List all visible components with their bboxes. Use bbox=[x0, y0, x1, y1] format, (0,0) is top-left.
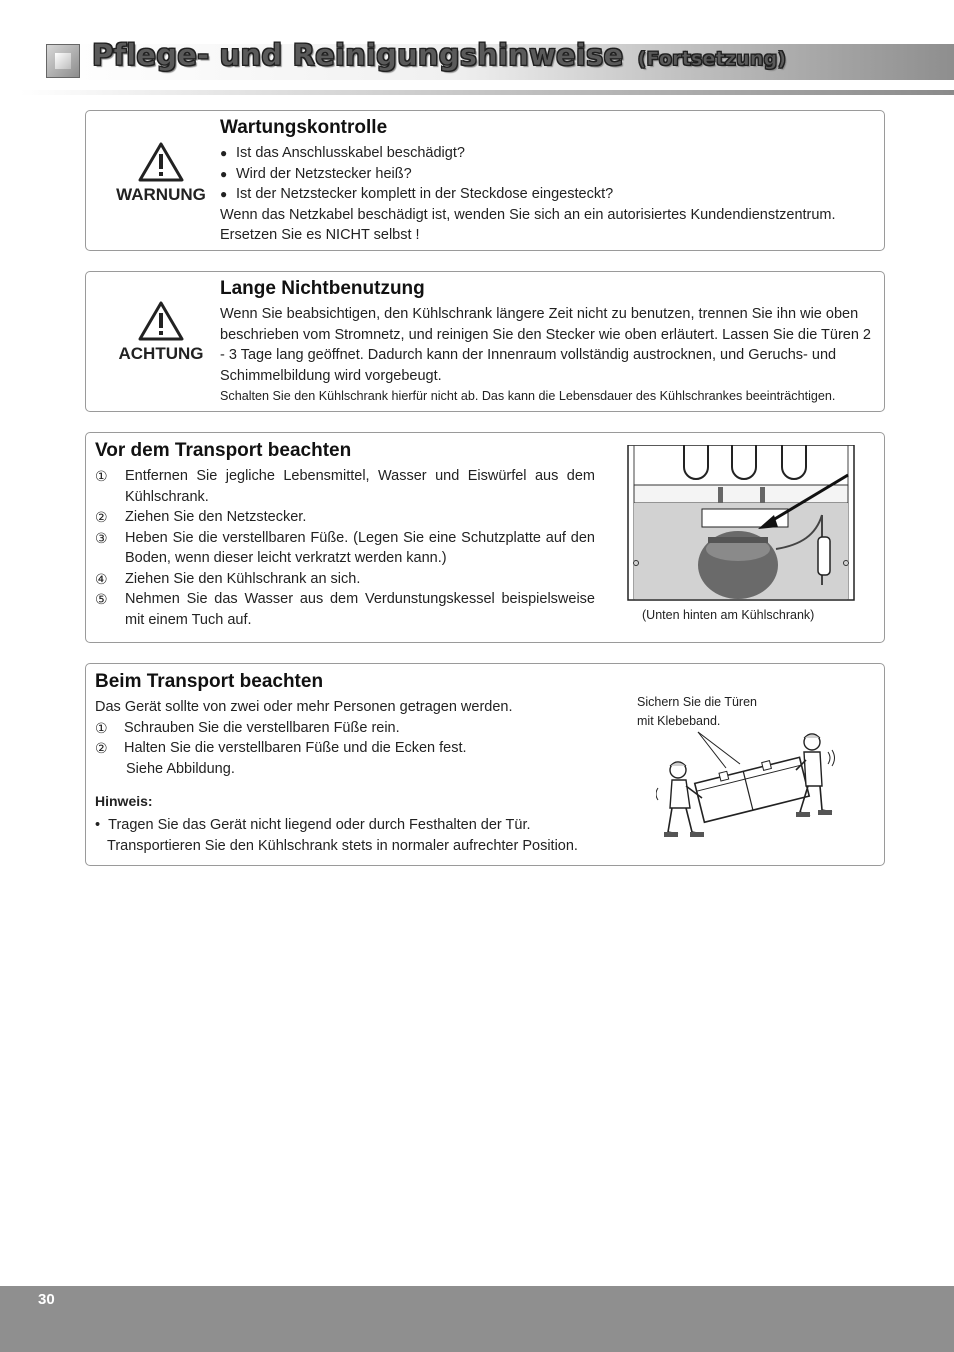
during-transport-content bbox=[95, 671, 615, 856]
before-transport-box bbox=[85, 432, 885, 643]
list-item: ② Ziehen Sie den Netzstecker. bbox=[95, 509, 307, 525]
page-title bbox=[92, 38, 786, 72]
long-disuse-content bbox=[220, 278, 874, 406]
long-disuse-box bbox=[85, 271, 885, 412]
caution-column bbox=[106, 300, 216, 364]
maintenance-content bbox=[220, 117, 874, 246]
page-title-main: Pflege- und Reinigungshinweise bbox=[92, 38, 624, 72]
page-footer bbox=[0, 1286, 954, 1352]
list-item: ① Entfernen Sie jegliche Lebensmittel, Wasser und Eiswürfel aus dem Kühlschrank. bbox=[95, 468, 595, 505]
during-transport-steps bbox=[95, 718, 615, 759]
list-item: ⑤ Nehmen Sie das Wasser aus dem Verdunstungskessel beispielsweise mit einem Tuch auf. bbox=[95, 591, 595, 628]
fridge-figure-caption: (Unten hinten am Kühlschrank) bbox=[642, 608, 815, 622]
page-title-sub: (Fortsetzung) bbox=[637, 48, 787, 70]
during-transport-box bbox=[85, 663, 885, 866]
note-line-2: Transportieren Sie den Kühlschrank stets in normaler aufrechter Position. bbox=[107, 837, 578, 854]
long-disuse-text: Wenn Sie beabsichtigen, den Kühlschrank längere Zeit nicht zu benutzen, trennen Sie ihn wie oben beschrieben vom Stromnetz, und reinigen Sie den Stecker wie oben erläutert. Lassen Sie die Türen 2 - 3 Tage lang geöffnet. Dadurch kann der Innenraum vollständig austrocknen, und Geruchs- und Schimmelbildung wird vorgebeugt. bbox=[220, 306, 871, 384]
before-transport-title: Vor dem Transport beachten bbox=[95, 440, 352, 461]
list-item: ① Schrauben Sie die verstellbaren Füße rein. bbox=[95, 719, 400, 736]
note-line-1: • Tragen Sie das Gerät nicht liegend oder durch Festhalten der Tür. bbox=[95, 817, 531, 833]
warning-triangle-icon bbox=[138, 141, 184, 183]
header-underline bbox=[20, 90, 954, 95]
list-item: ③ Heben Sie die verstellbaren Füße. (Legen Sie eine Schutzplatte auf den Boden, wenn dieser leicht verkratzt werden kann.) bbox=[95, 529, 595, 566]
warning-label: WARNUNG bbox=[116, 185, 206, 204]
list-item: ● Ist das Anschlusskabel beschädigt? bbox=[220, 143, 874, 164]
list-item: ● Ist der Netzstecker komplett in der Steckdose eingesteckt? bbox=[220, 184, 874, 205]
header-square-icon bbox=[46, 44, 80, 78]
bullet-icon: • bbox=[95, 817, 109, 833]
carrying-fridge-illustration bbox=[656, 728, 836, 848]
page-number: 30 bbox=[38, 1291, 55, 1308]
before-transport-steps bbox=[95, 466, 595, 630]
warning-column bbox=[106, 141, 216, 205]
maintenance-box bbox=[85, 110, 885, 251]
caution-label: ACHTUNG bbox=[118, 344, 204, 363]
before-transport-content bbox=[95, 440, 595, 630]
maintenance-title: Wartungskontrolle bbox=[220, 117, 388, 138]
list-item: ● Wird der Netzstecker heiß? bbox=[220, 164, 874, 185]
long-disuse-title: Lange Nichtbenutzung bbox=[220, 278, 425, 299]
bullet-icon: ● bbox=[220, 146, 228, 160]
long-disuse-small-text: Schalten Sie den Kühlschrank hierfür nicht ab. Das kann die Lebensdauer des Kühlschrankes beeinträchtigen. bbox=[220, 389, 836, 403]
maintenance-text-1: Wenn das Netzkabel beschädigt ist, wenden Sie sich an ein autorisiertes Kundendienstzentrum. bbox=[220, 206, 836, 223]
fridge-back-illustration bbox=[626, 445, 858, 603]
note-title: Hinweis: bbox=[95, 793, 153, 809]
during-transport-intro: Das Gerät sollte von zwei oder mehr Personen getragen werden. bbox=[95, 699, 513, 715]
page-header bbox=[0, 38, 954, 98]
list-item: ② Halten Sie die verstellbaren Füße und die Ecken fest. bbox=[95, 740, 467, 756]
during-transport-title: Beim Transport beachten bbox=[95, 671, 324, 692]
during-transport-step-2-cont: Siehe Abbildung. bbox=[126, 760, 235, 777]
carry-figure-caption: Sichern Sie die Türen mit Klebeband. bbox=[637, 695, 757, 728]
bullet-icon: ● bbox=[220, 187, 228, 201]
maintenance-text-2: Ersetzen Sie es NICHT selbst ! bbox=[220, 227, 420, 243]
bullet-icon: ● bbox=[220, 166, 228, 181]
caution-triangle-icon bbox=[138, 300, 184, 342]
list-item: ④ Ziehen Sie den Kühlschrank an sich. bbox=[95, 570, 361, 587]
